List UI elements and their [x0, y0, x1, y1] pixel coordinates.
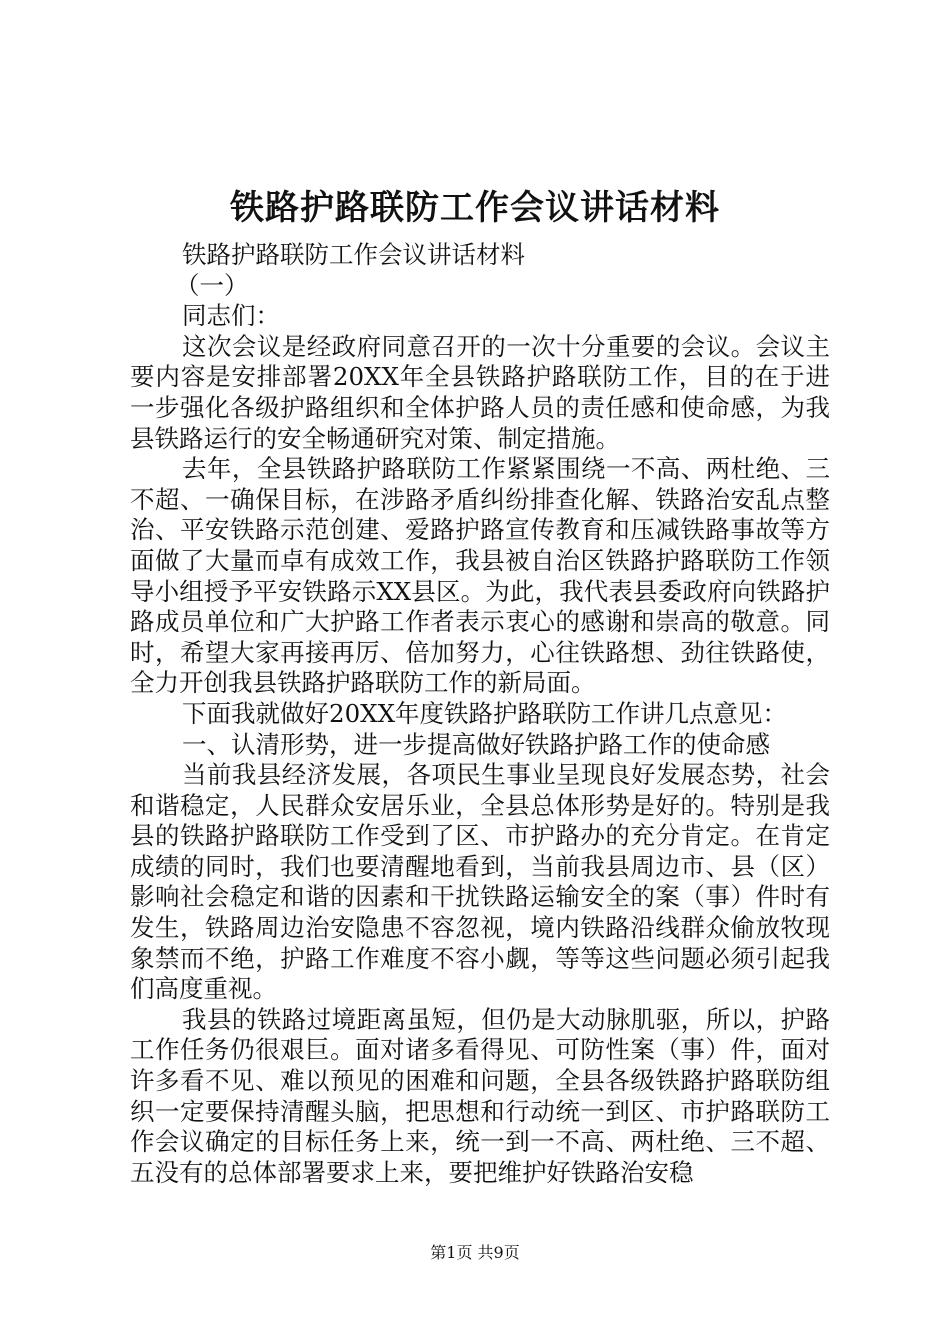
paragraph-subtitle: 铁路护路联防工作会议讲话材料: [182, 240, 525, 269]
paragraph-2: 去年，全县铁路护路联防工作紧紧围绕一不高、两杜绝、三不超、一确保目标，在涉路矛盾纠纷排查化解、铁路治安乱点整治、平安铁路示范创建、爱路护路宣传教育和压减铁路事故等方面做了大量而卓有成效工作，我县被自治区铁路护路联防工作领导小组授予平安铁路示XX县区。为此，我代表县委政府向铁路护路成员单位和广大护路工作者表示衷心的感谢和崇高的敬意。同时，希望大家再接再厉、倍加努力，心往铁路想、劲往铁路使，全力开创我县铁路护路联防工作的新局面。: [130, 454, 830, 698]
section-heading-1: 一、认清形势，进一步提高做好铁路护路工作的使命感: [182, 729, 770, 759]
paragraph-salutation: 同志们：: [182, 301, 280, 331]
page-footer: 第1页 共9页: [430, 1243, 520, 1262]
paragraph-3: 下面我就做好20XX年度铁路护路联防工作讲几点意见：: [182, 698, 788, 728]
paragraph-5: 我县的铁路过境距离虽短，但仍是大动脉肌驱，所以，护路工作任务仍很艰巨。面对诸多看得见、可防性案（事）件，面对许多看不见、难以预见的困难和问题，全县各级铁路护路联防组织一定要保持清醒头脑，把思想和行动统一到区、市护路联防工作会议确定的目标任务上来，统一到一不高、两杜绝、三不超、五没有的总体部署要求上来，要把维护好铁路治安稳: [130, 1004, 830, 1187]
paragraph-4: 当前我县经济发展，各项民生事业呈现良好发展态势，社会和谐稳定，人民群众安居乐业，全县总体形势是好的。特别是我县的铁路护路联防工作受到了区、市护路办的充分肯定。在肯定成绩的同时，我们也要清醒地看到，当前我县周边市、县（区）影响社会稳定和谐的因素和干扰铁路运输安全的案（事）件时有发生，铁路周边治安隐患不容忽视，境内铁路沿线群众偷放牧现象禁而不绝，护路工作难度不容小觑，等等这些问题必须引起我们高度重视。: [130, 760, 830, 1004]
document-title: 铁路护路联防工作会议讲话材料: [230, 188, 720, 228]
paragraph-section-number: （一）: [175, 270, 249, 300]
paragraph-1: 这次会议是经政府同意召开的一次十分重要的会议。会议主要内容是安排部署20XX年全县铁路护路联防工作，目的在于进一步强化各级护路组织和全体护路人员的责任感和使命感，为我县铁路运行的安全畅通研究对策、制定措施。: [130, 331, 830, 453]
document-body: [130, 240, 830, 1188]
